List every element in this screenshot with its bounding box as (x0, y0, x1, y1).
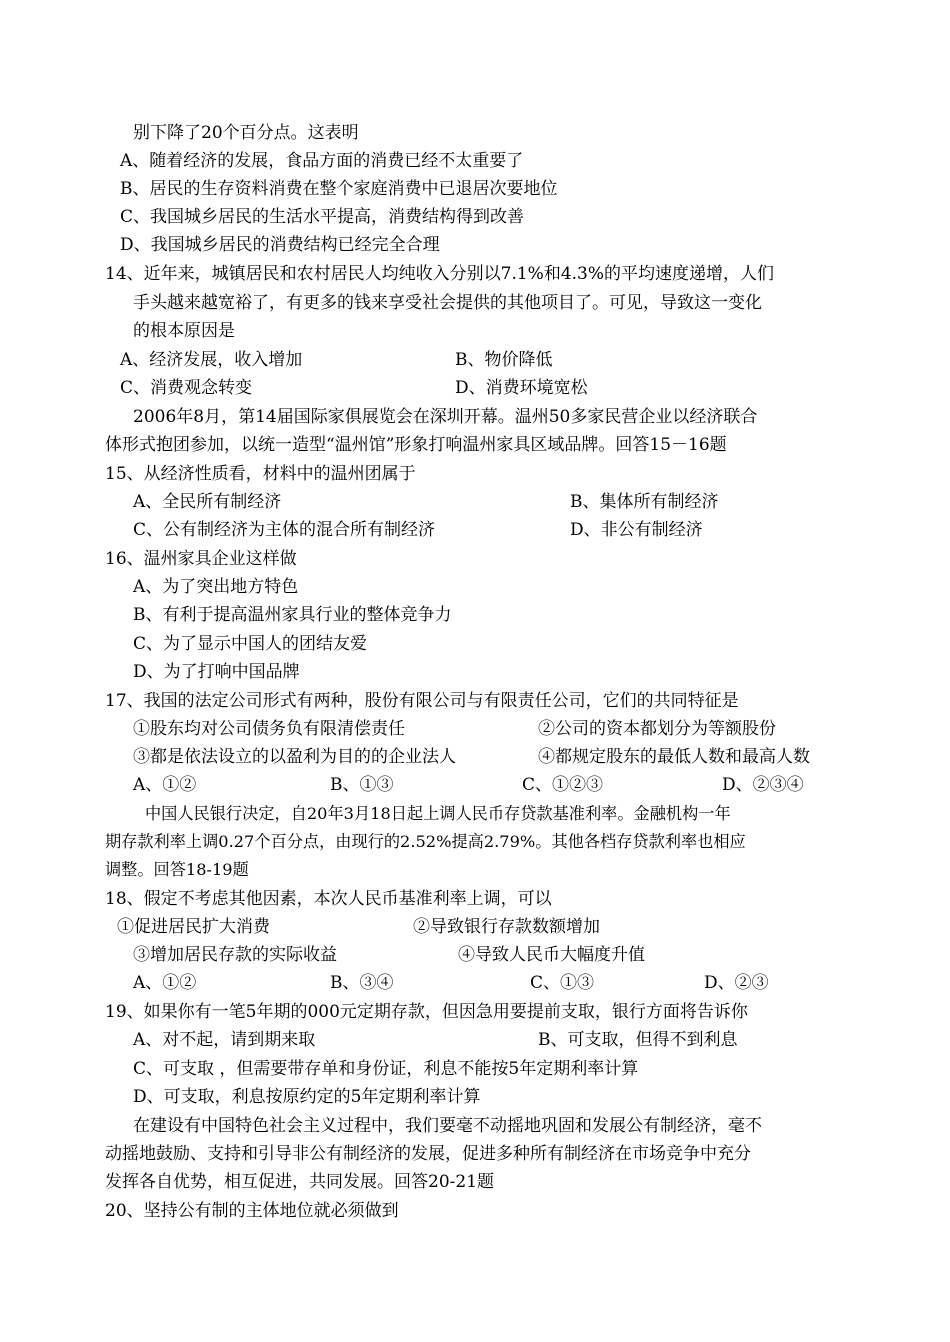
q16-stem: 16、温州家具企业这样做 (105, 549, 297, 569)
material-18-19-line-1: 中国人民银行决定，自20年3月18日起上调人民币存贷款基准利率。金融机构一年 (145, 804, 731, 823)
q13-option-c: C、我国城乡居民的生活水平提高，消费结构得到改善 (120, 207, 525, 227)
q14-stem-line-2: 手头越来越宽裕了，有更多的钱来享受社会提供的其他项目了。可见，导致这一变化 (133, 293, 762, 313)
q16-option-a: A、为了突出地方特色 (133, 577, 299, 597)
q15-option-c: C、公有制经济为主体的混合所有制经济 (133, 520, 436, 540)
q14-stem-line-1: 14、近年来，城镇居民和农村居民人均纯收入分别以7.1%和4.3%的平均速度递增，人们 (105, 264, 775, 284)
q16-option-c: C、为了显示中国人的团结友爱 (133, 634, 368, 654)
q17-option-b: B、①③ (330, 775, 394, 795)
q19-stem: 19、如果你有一笔5年期的000元定期存款，但因急用要提前支取，银行方面将告诉你 (105, 1002, 748, 1022)
q13-option-a: A、随着经济的发展，食品方面的消费已经不太重要了 (120, 151, 524, 171)
q18-option-a: A、①② (133, 973, 197, 993)
q14-option-d: D、消费环境宽松 (455, 378, 588, 398)
q13-option-b: B、居民的生存资料消费在整个家庭消费中已退居次要地位 (120, 179, 558, 199)
q18-option-b: B、③④ (330, 973, 394, 993)
q19-option-c: C、可支取 ，但需要带存单和身份证，利息不能按5年定期利率计算 (133, 1059, 639, 1079)
q13-option-d: D、我国城乡居民的消费结构已经完全合理 (120, 235, 440, 255)
q20-stem: 20、坚持公有制的主体地位就必须做到 (105, 1201, 399, 1221)
q14-option-c: C、消费观念转变 (120, 378, 253, 398)
material-15-16-line-1: 2006年8月，第14届国际家俱展览会在深圳开幕。温州50多家民营企业以经济联合 (133, 407, 758, 427)
q18-item-3: ③增加居民存款的实际收益 (133, 945, 337, 965)
q19-option-a: A、对不起，请到期来取 (133, 1030, 316, 1050)
q18-item-1: ①促进居民扩大消费 (117, 917, 270, 937)
q16-option-d: D、为了打响中国品牌 (133, 662, 300, 682)
q16-option-b: B、有利于提高温州家具行业的整体竞争力 (133, 605, 452, 625)
material-18-19-line-2: 期存款利率上调0.27个百分点，由现行的2.52%提高2.79%。其他各档存贷款利率也相应 (105, 832, 746, 851)
q18-option-d: D、②③ (704, 973, 769, 993)
q18-item-4: ④导致人民币大幅度升值 (458, 945, 645, 965)
q19-option-b: B、可支取，但得不到利息 (538, 1030, 738, 1050)
q18-option-c: C、①③ (530, 973, 595, 993)
material-15-16-line-2: 体形式抱团参加，以统一造型“温州馆”形象打响温州家具区域品牌。回答15－16题 (105, 435, 727, 455)
q18-item-2: ②导致银行存款数额增加 (413, 917, 600, 937)
q15-option-a: A、全民所有制经济 (133, 492, 282, 512)
q19-option-d: D、可支取，利息按原约定的5年定期利率计算 (133, 1087, 481, 1107)
q13-stem-end: 别下降了20个百分点。这表明 (133, 123, 359, 143)
q15-option-d: D、非公有制经济 (570, 520, 703, 540)
q18-stem: 18、假定不考虑其他因素，本次人民币基准利率上调，可以 (105, 889, 552, 909)
material-18-19-line-3: 调整。回答18-19题 (105, 860, 249, 879)
q14-option-b: B、物价降低 (455, 350, 553, 370)
q17-item-1: ①股东均对公司债务负有限清偿责任 (133, 719, 405, 739)
q17-option-c: C、①②③ (522, 775, 604, 795)
q17-option-a: A、①② (133, 775, 197, 795)
material-20-21-line-2: 动摇地鼓励、支持和引导非公有制经济的发展，促进多种所有制经济在市场竞争中充分 (105, 1144, 751, 1164)
q14-stem-line-3: 的根本原因是 (133, 321, 235, 341)
q15-option-b: B、集体所有制经济 (570, 492, 719, 512)
q17-item-4: ④都规定股东的最低人数和最高人数 (538, 747, 810, 767)
q17-option-d: D、②③④ (722, 775, 804, 795)
material-20-21-line-3: 发挥各自优势，相互促进，共同发展。回答20-21题 (105, 1172, 495, 1192)
q17-item-3: ③都是依法设立的以盈利为目的的企业法人 (133, 747, 456, 767)
q17-item-2: ②公司的资本都划分为等额股份 (538, 719, 776, 739)
q15-stem: 15、从经济性质看，材料中的温州团属于 (105, 464, 416, 484)
q17-stem: 17、我国的法定公司形式有两种，股份有限公司与有限责任公司，它们的共同特征是 (105, 691, 739, 711)
material-20-21-line-1: 在建设有中国特色社会主义过程中，我们要毫不动摇地巩固和发展公有制经济，毫不 (133, 1116, 762, 1136)
q14-option-a: A、经济发展，收入增加 (120, 350, 303, 370)
